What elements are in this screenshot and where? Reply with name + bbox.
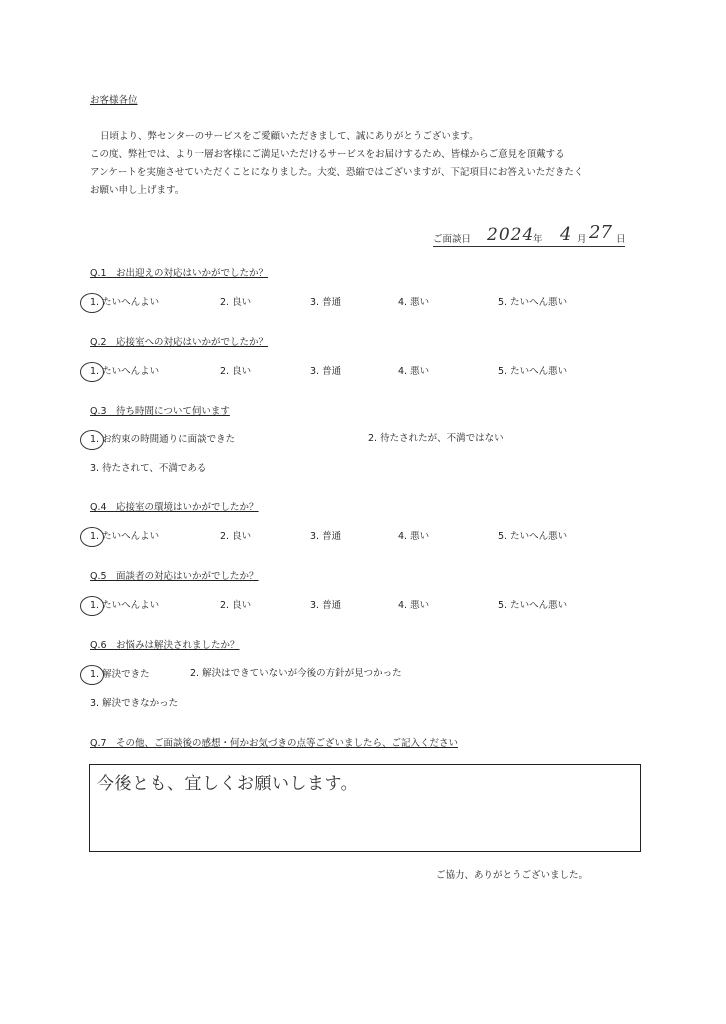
option-3[interactable]: 3. 普通 [310, 531, 342, 542]
selection-circle [80, 293, 104, 313]
option-5[interactable]: 5. たいへん悪い [498, 600, 568, 611]
option-3[interactable]: 3. 普通 [310, 600, 342, 611]
intro-line: 日頃より、弊センターのサービスをご愛顧いただきまして、誠にありがとうございます。 [100, 131, 479, 142]
selection-circle [80, 527, 104, 547]
date-month: 4 [560, 224, 572, 245]
question-title: Q.6 お悩みは解決されましたか？ [90, 640, 240, 651]
option-3[interactable]: 3. 待たされて、不満である [90, 463, 207, 474]
date-underline [433, 246, 625, 247]
option-4[interactable]: 4. 悪い [398, 600, 430, 611]
option-3[interactable]: 3. 普通 [310, 297, 342, 308]
option-1[interactable]: 1. お約束の時間通りに面談できた [90, 434, 236, 445]
selection-circle [80, 430, 104, 450]
greeting: お客様各位 [90, 95, 138, 106]
question-title: Q.7 その他、ご面談後の感想・何かお気づきの点等ございましたら、ご記入ください [90, 738, 459, 749]
option-5[interactable]: 5. たいへん悪い [498, 297, 568, 308]
option-4[interactable]: 4. 悪い [398, 531, 430, 542]
question-title: Q.2 応接室への対応はいかがでしたか？ [90, 337, 269, 348]
selection-circle [80, 596, 104, 616]
option-4[interactable]: 4. 悪い [398, 297, 430, 308]
question-title: Q.4 応接室の環境はいかがでしたか？ [90, 502, 259, 513]
option-1[interactable]: 1. 解決できた [90, 669, 150, 680]
date-year: 2024 [487, 225, 535, 245]
date-day: 27 [589, 222, 612, 243]
date-day-unit: 日 [616, 234, 626, 245]
comment-handwriting: 今後とも、宜しくお願いします。 [97, 774, 359, 794]
option-2[interactable]: 2. 良い [220, 366, 252, 377]
option-2[interactable]: 2. 良い [220, 600, 252, 611]
closing-note: ご協力、ありがとうございました。 [436, 870, 589, 881]
question-title: Q.1 お出迎えの対応はいかがでしたか？ [90, 268, 269, 279]
question-title: Q.3 待ち時間について伺います [90, 406, 230, 417]
option-2[interactable]: 2. 良い [220, 297, 252, 308]
option-3[interactable]: 3. 解決できなかった [90, 698, 179, 709]
option-5[interactable]: 5. たいへん悪い [498, 366, 568, 377]
intro-line: この度、弊社では、より一層お客様にご満足いただけるサービスをお届けするため、皆様からご意見を頂戴する [90, 149, 565, 160]
option-4[interactable]: 4. 悪い [398, 366, 430, 377]
intro-line: アンケートを実施させていただくことになりました。大変、恐縮ではございますが、下記項目にお答えいただきたく [90, 167, 584, 178]
option-2[interactable]: 2. 待たされたが、不満ではない [368, 433, 504, 444]
selection-circle [80, 362, 104, 382]
option-2[interactable]: 2. 解決はできていないが今後の方針が見つかった [190, 668, 402, 679]
date-label: ご面談日 [433, 234, 472, 245]
option-1[interactable]: 1. たいへんよい [90, 366, 160, 377]
option-3[interactable]: 3. 普通 [310, 366, 342, 377]
date-month-unit: 月 [577, 234, 587, 245]
intro-line: お願い申し上げます。 [90, 185, 185, 196]
option-1[interactable]: 1. たいへんよい [90, 297, 160, 308]
option-1[interactable]: 1. たいへんよい [90, 600, 160, 611]
option-1[interactable]: 1. たいへんよい [90, 531, 160, 542]
option-2[interactable]: 2. 良い [220, 531, 252, 542]
option-5[interactable]: 5. たいへん悪い [498, 531, 568, 542]
date-year-unit: 年 [533, 234, 543, 245]
question-title: Q.5 面談者の対応はいかがでしたか？ [90, 571, 259, 582]
selection-circle [80, 665, 104, 685]
